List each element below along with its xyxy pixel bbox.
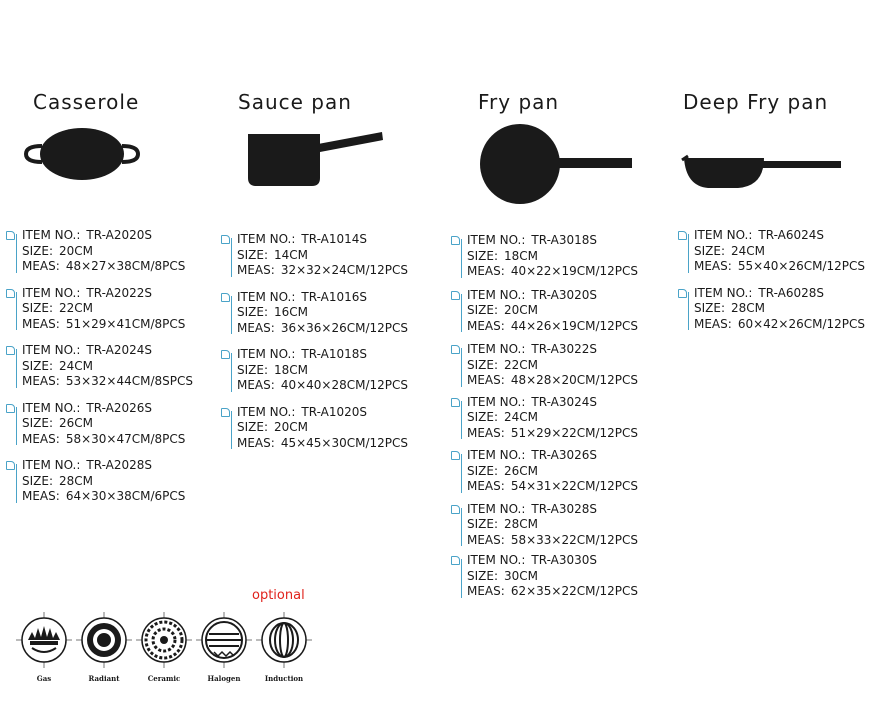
casserole-title: Casserole <box>33 90 140 114</box>
deep-fry-pan-item-list <box>678 228 865 343</box>
sauce-pan-title: Sauce pan <box>238 90 352 114</box>
list-item: ITEM NO.: TR-A6024S SIZE: 24CM MEAS: 55×40×26CM/12PCS <box>678 228 865 275</box>
casserole-item-list <box>6 228 193 516</box>
fry-pan-title: Fry pan <box>478 90 560 114</box>
heat-source-gas: Gas <box>14 610 74 683</box>
item-number: TR-A2020S <box>86 228 153 242</box>
sauce-pan-icon <box>244 128 386 190</box>
list-item: ITEM NO.: TR-A6028S SIZE: 28CM MEAS: 60×42×26CM/12PCS <box>678 286 865 333</box>
gas-burner-icon <box>14 610 74 670</box>
list-item: ITEM NO.: TR-A3022S SIZE: 22CM MEAS: 48×28×20CM/12PCS <box>451 342 638 389</box>
optional-label: optional <box>252 588 305 603</box>
heat-source-radiant: Radiant <box>74 610 134 683</box>
fry-pan-item-list <box>451 233 638 611</box>
list-item: ITEM NO.: TR-A3018S SIZE: 18CM MEAS: 40×22×19CM/12PCS <box>451 233 638 280</box>
deep-fry-pan-title: Deep Fry pan <box>683 90 829 114</box>
sauce-pan-item-list <box>221 232 408 462</box>
list-item: ITEM NO.: TR-A3026S SIZE: 26CM MEAS: 54×31×22CM/12PCS <box>451 448 638 495</box>
casserole-icon <box>22 123 142 183</box>
list-item: ITEM NO.: TR-A2020S SIZE: 20CM MEAS: 48×27×38CM/8PCS <box>6 228 193 275</box>
list-item: ITEM NO.: TR-A3024S SIZE: 24CM MEAS: 51×29×22CM/12PCS <box>451 395 638 442</box>
list-item: ITEM NO.: TR-A2026S SIZE: 26CM MEAS: 58×30×47CM/8PCS <box>6 401 193 448</box>
list-item: ITEM NO.: TR-A3020S SIZE: 20CM MEAS: 44×26×19CM/12PCS <box>451 288 638 335</box>
list-item: ITEM NO.: TR-A3028S SIZE: 28CM MEAS: 58×33×22CM/12PCS <box>451 502 638 549</box>
list-item: ITEM NO.: TR-A1014S SIZE: 14CM MEAS: 32×32×24CM/12PCS <box>221 232 408 279</box>
list-item: ITEM NO.: TR-A2028S SIZE: 28CM MEAS: 64×30×38CM/6PCS <box>6 458 193 505</box>
list-item: ITEM NO.: TR-A1016S SIZE: 16CM MEAS: 36×36×26CM/12PCS <box>221 290 408 337</box>
fry-pan-icon <box>478 122 634 208</box>
heat-source-halogen: Halogen <box>194 610 254 683</box>
list-item: ITEM NO.: TR-A2022S SIZE: 22CM MEAS: 51×29×41CM/8PCS <box>6 286 193 333</box>
heat-source-row <box>14 596 314 686</box>
radiant-hob-icon <box>74 610 134 670</box>
list-item: ITEM NO.: TR-A3030S SIZE: 30CM MEAS: 62×35×22CM/12PCS <box>451 553 638 600</box>
ceramic-hob-icon <box>134 610 194 670</box>
heat-source-induction: Induction <box>254 610 314 683</box>
list-item: ITEM NO.: TR-A1020S SIZE: 20CM MEAS: 45×45×30CM/12PCS <box>221 405 408 452</box>
deep-fry-pan-icon <box>680 150 844 192</box>
halogen-hob-icon <box>194 610 254 670</box>
induction-hob-icon <box>254 610 314 670</box>
heat-source-ceramic: Ceramic <box>134 610 194 683</box>
list-item: ITEM NO.: TR-A1018S SIZE: 18CM MEAS: 40×40×28CM/12PCS <box>221 347 408 394</box>
list-item: ITEM NO.: TR-A2024S SIZE: 24CM MEAS: 53×32×44CM/8SPCS <box>6 343 193 390</box>
